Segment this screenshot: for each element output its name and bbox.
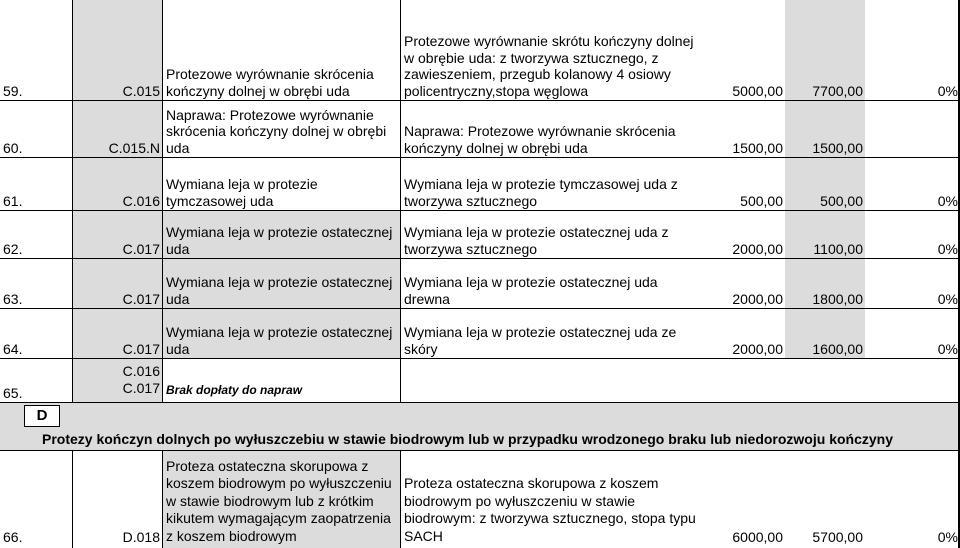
row-code: C.016 bbox=[72, 157, 162, 210]
row-name: Wymiana leja w protezie ostatecznej uda bbox=[162, 210, 400, 258]
percentage: 0% bbox=[865, 450, 960, 548]
row-code: D.018 bbox=[72, 450, 162, 548]
code-line: C.016 bbox=[122, 363, 160, 379]
row-description: Wymiana leja w protezie ostatecznej uda z tworzywa sztucznego bbox=[400, 210, 700, 258]
value-2: 7700,00 bbox=[785, 0, 865, 100]
percentage: 0% bbox=[865, 210, 960, 258]
value-1: 2000,00 bbox=[700, 308, 785, 358]
value-1: 500,00 bbox=[700, 157, 785, 210]
row-description: Wymiana leja w protezie ostatecznej uda drewna bbox=[400, 258, 700, 308]
row-name: Wymiana leja w protezie ostatecznej uda bbox=[162, 308, 400, 358]
percentage: 0% bbox=[937, 82, 958, 99]
value-1: 2000,00 bbox=[700, 210, 785, 258]
row-name: Proteza ostateczna skorupowa z koszem biodrowym po wyłuszczeniu w stawie biodrowym lub z krótkim kikutem wymagającym zaopatrzenia z koszem biodrowym bbox=[162, 450, 400, 548]
percentage bbox=[865, 100, 960, 157]
value-1: 5000,00 bbox=[732, 82, 783, 99]
code-line: C.017 bbox=[122, 379, 160, 396]
value-2: 1500,00 bbox=[785, 100, 865, 157]
row-name: Wymiana leja w protezie tymczasowej uda bbox=[162, 157, 400, 210]
value-1: 1500,00 bbox=[700, 100, 785, 157]
row-description bbox=[400, 358, 960, 402]
row-number: 61. bbox=[0, 157, 72, 210]
row-code: C.017 bbox=[72, 210, 162, 258]
row-number: 63. bbox=[0, 258, 72, 308]
row-number: 64. bbox=[0, 308, 72, 358]
row-code: C.015.N bbox=[72, 100, 162, 157]
row-number: 66. bbox=[0, 450, 72, 548]
value-2: 500,00 bbox=[785, 157, 865, 210]
percentage: 0% bbox=[865, 308, 960, 358]
row-number: 59. bbox=[3, 82, 23, 99]
row-name: Brak dopłaty do napraw bbox=[162, 358, 400, 402]
row-code: C.017 bbox=[72, 258, 162, 308]
row-code: C.015 bbox=[72, 0, 162, 100]
percentage: 0% bbox=[865, 157, 960, 210]
value-2: 5700,00 bbox=[785, 450, 865, 548]
row-number: 62. bbox=[0, 210, 72, 258]
percentage: 0% bbox=[865, 258, 960, 308]
value-2: 1800,00 bbox=[785, 258, 865, 308]
row-description: Wymiana leja w protezie tymczasowej uda z tworzywa sztucznego bbox=[400, 157, 700, 210]
value-1: 6000,00 bbox=[700, 450, 785, 548]
row-code bbox=[72, 358, 162, 402]
row-description: Naprawa: Protezowe wyrównanie skrócenia kończyny dolnej w obrębi uda bbox=[400, 100, 700, 157]
value-2: 1100,00 bbox=[785, 210, 865, 258]
row-name: Wymiana leja w protezie ostatecznej uda bbox=[162, 258, 400, 308]
row-description: Proteza ostateczna skorupowa z koszem biodrowym po wyłuszczeniu w stawie biodrowym: z tworzywa sztucznego, stopa typu SACH bbox=[400, 450, 700, 548]
row-number: 60. bbox=[0, 100, 72, 157]
section-letter: D bbox=[24, 405, 60, 427]
value-2: 1600,00 bbox=[785, 308, 865, 358]
row-code: C.017 bbox=[72, 308, 162, 358]
section-title: Protezy kończyn dolnych po wyłuszczebiu w stawie biodrowym lub w przypadku wrodzonego braku lub niedorozwoju kończyny bbox=[42, 431, 893, 447]
row-description: Wymiana leja w protezie ostatecznej uda ze skóry bbox=[400, 308, 700, 358]
value-1: 2000,00 bbox=[700, 258, 785, 308]
row-name: Naprawa: Protezowe wyrównanie skrócenia kończyny dolnej w obrębi uda bbox=[162, 100, 400, 157]
row-number: 65. bbox=[0, 358, 72, 402]
row-description: Protezowe wyrównanie skrótu kończyny dolnej w obrębie uda: z tworzywa sztucznego, z zawieszeniem, przegub kolanowy 4 osiowy policentryczny,stopa węglowa bbox=[400, 0, 700, 100]
row-name: Protezowe wyrównanie skrócenia kończyny dolnej w obrębi uda bbox=[162, 0, 400, 100]
